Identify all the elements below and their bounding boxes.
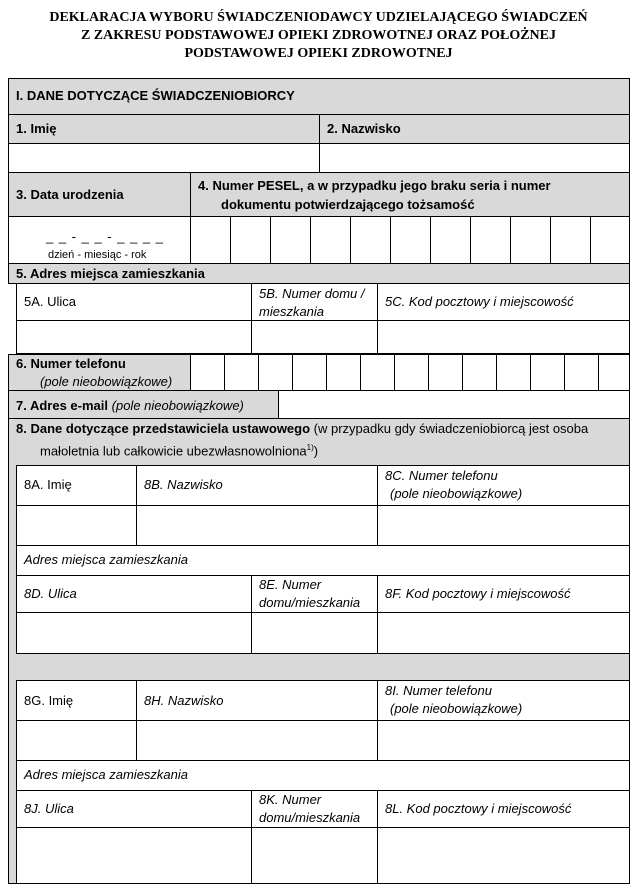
- pesel-digit-divider: [430, 216, 431, 264]
- phone-digit-divider: [224, 354, 225, 390]
- phone-label: 6. Numer telefonu: [16, 356, 126, 371]
- rep2-name-field[interactable]: [16, 720, 137, 761]
- phone-digit-divider: [360, 354, 361, 390]
- email-field[interactable]: [278, 390, 630, 419]
- rep2-surname-field[interactable]: [136, 720, 378, 761]
- phone-digit-divider: [564, 354, 565, 390]
- pesel-digit-divider: [350, 216, 351, 264]
- phone-digit-divider: [496, 354, 497, 390]
- document-title: [0, 9, 637, 63]
- birthdate-label: 3. Data urodzenia: [16, 187, 124, 202]
- representative-label-line-2: [40, 439, 318, 460]
- rep2-phone-label-line-1: 8I. Numer telefonu: [385, 683, 492, 698]
- rep2-house-number-field[interactable]: [251, 827, 378, 884]
- house-number-field[interactable]: [251, 320, 378, 354]
- pesel-field[interactable]: [190, 216, 630, 264]
- pesel-label-line-1: 4. Numer PESEL, a w przypadku jego braku seria i numer: [198, 178, 551, 193]
- email-label-text: 7. Adres e-mail: [16, 398, 109, 413]
- pesel-digit-divider: [270, 216, 271, 264]
- rep2-postal-label: 8L. Kod pocztowy i miejscowość: [385, 801, 572, 816]
- section-1-title: I. DANE DOTYCZĄCE ŚWIADCZENIOBIORCY: [16, 88, 295, 103]
- title-line-1: DEKLARACJA WYBORU ŚWIADCZENIODAWCY UDZIELAJĄCEGO ŚWIADCZEŃ: [49, 10, 588, 25]
- pesel-label-line-2: dokumentu potwierdzającego tożsamość: [221, 197, 475, 212]
- rep1-name-label: 8A. Imię: [24, 477, 72, 492]
- rep1-street-label: 8D. Ulica: [24, 586, 77, 601]
- phone-digit-divider: [530, 354, 531, 390]
- phone-digit-divider: [292, 354, 293, 390]
- phone-note: (pole nieobowiązkowe): [40, 374, 173, 389]
- rep1-phone-label-line-1: 8C. Numer telefonu: [385, 468, 498, 483]
- pesel-digit-divider: [390, 216, 391, 264]
- rep2-phone-field[interactable]: [377, 720, 630, 761]
- rep2-house-label-line-1: 8K. Numer: [259, 792, 322, 807]
- street-label: [24, 293, 76, 311]
- rep1-postal-city-field[interactable]: [377, 612, 630, 654]
- representative-label-rest: (w przypadku gdy świadczeniobiorcą jest osoba: [310, 421, 589, 436]
- surname-label: 2. Nazwisko: [327, 121, 401, 136]
- rep1-house-label-line-2: domu/mieszkania: [259, 595, 361, 610]
- surname-field[interactable]: [319, 143, 630, 173]
- email-note: (pole nieobowiązkowe): [111, 398, 244, 413]
- rep2-surname-label: 8H. Nazwisko: [144, 693, 224, 708]
- rep1-surname-field[interactable]: [136, 505, 378, 546]
- phone-digit-divider: [462, 354, 463, 390]
- name-label: 1. Imię: [16, 121, 57, 136]
- representative-label-line-1: [16, 420, 588, 438]
- title-line-2: Z ZAKRESU PODSTAWOWEJ OPIEKI ZDROWOTNEJ ORAZ POŁOŻNEJ: [80, 28, 557, 43]
- rep2-phone-label-line-2: (pole nieobowiązkowe): [390, 701, 523, 716]
- rep2-street-label: 8J. Ulica: [24, 801, 74, 816]
- birthdate-hint: dzień - miesiąc - rok: [48, 249, 147, 261]
- rep2-address-label: Adres miejsca zamieszkania: [24, 767, 189, 782]
- pesel-digit-divider: [310, 216, 311, 264]
- phone-digit-divider: [598, 354, 599, 390]
- street-field[interactable]: [16, 320, 252, 354]
- house-label-line-1: 5B. Numer domu /: [259, 286, 365, 301]
- house-label-line-2: mieszkania: [259, 304, 325, 319]
- postal-label: 5C. Kod pocztowy i miejscowość: [385, 294, 574, 309]
- representative-label-close: ): [313, 443, 319, 459]
- rep2-street-field[interactable]: [16, 827, 252, 884]
- rep2-house-label-line-2: domu/mieszkania: [259, 810, 361, 825]
- birthdate-mask: _ _ - _ _ - _ _ _ _: [46, 229, 165, 244]
- name-field[interactable]: [8, 143, 320, 173]
- footnote-marker: 1): [306, 443, 314, 452]
- rep1-address-label: Adres miejsca zamieszkania: [24, 552, 189, 567]
- phone-digit-divider: [258, 354, 259, 390]
- pesel-digit-divider: [510, 216, 511, 264]
- pesel-digit-divider: [550, 216, 551, 264]
- rep1-phone-field[interactable]: [377, 505, 630, 546]
- street-label-text: 5A. Ulica: [24, 294, 77, 309]
- rep1-surname-label: 8B. Nazwisko: [144, 477, 223, 492]
- address-label: 5. Adres miejsca zamieszkania: [16, 266, 205, 281]
- pesel-digit-divider: [470, 216, 471, 264]
- representative-label-line-2-text: małoletnia lub całkowicie ubezwłasnowolniona: [40, 443, 307, 459]
- representative-label-bold: 8. Dane dotyczące przedstawiciela ustawowego: [16, 421, 311, 436]
- rep1-postal-label: 8F. Kod pocztowy i miejscowość: [385, 586, 571, 601]
- email-label: [16, 397, 244, 415]
- pesel-digit-divider: [230, 216, 231, 264]
- rep1-house-number-field[interactable]: [251, 612, 378, 654]
- rep2-name-label: 8G. Imię: [24, 693, 74, 708]
- phone-digit-divider: [394, 354, 395, 390]
- title-line-3: PODSTAWOWEJ OPIEKI ZDROWOTNEJ: [184, 46, 453, 61]
- rep2-postal-city-field[interactable]: [377, 827, 630, 884]
- rep1-name-field[interactable]: [16, 505, 137, 546]
- rep1-house-label-line-1: 8E. Numer: [259, 577, 322, 592]
- phone-digit-divider: [326, 354, 327, 390]
- pesel-digit-divider: [590, 216, 591, 264]
- rep1-phone-label-line-2: (pole nieobowiązkowe): [390, 486, 523, 501]
- phone-digit-divider: [428, 354, 429, 390]
- postal-city-field[interactable]: [377, 320, 630, 354]
- rep1-street-field[interactable]: [16, 612, 252, 654]
